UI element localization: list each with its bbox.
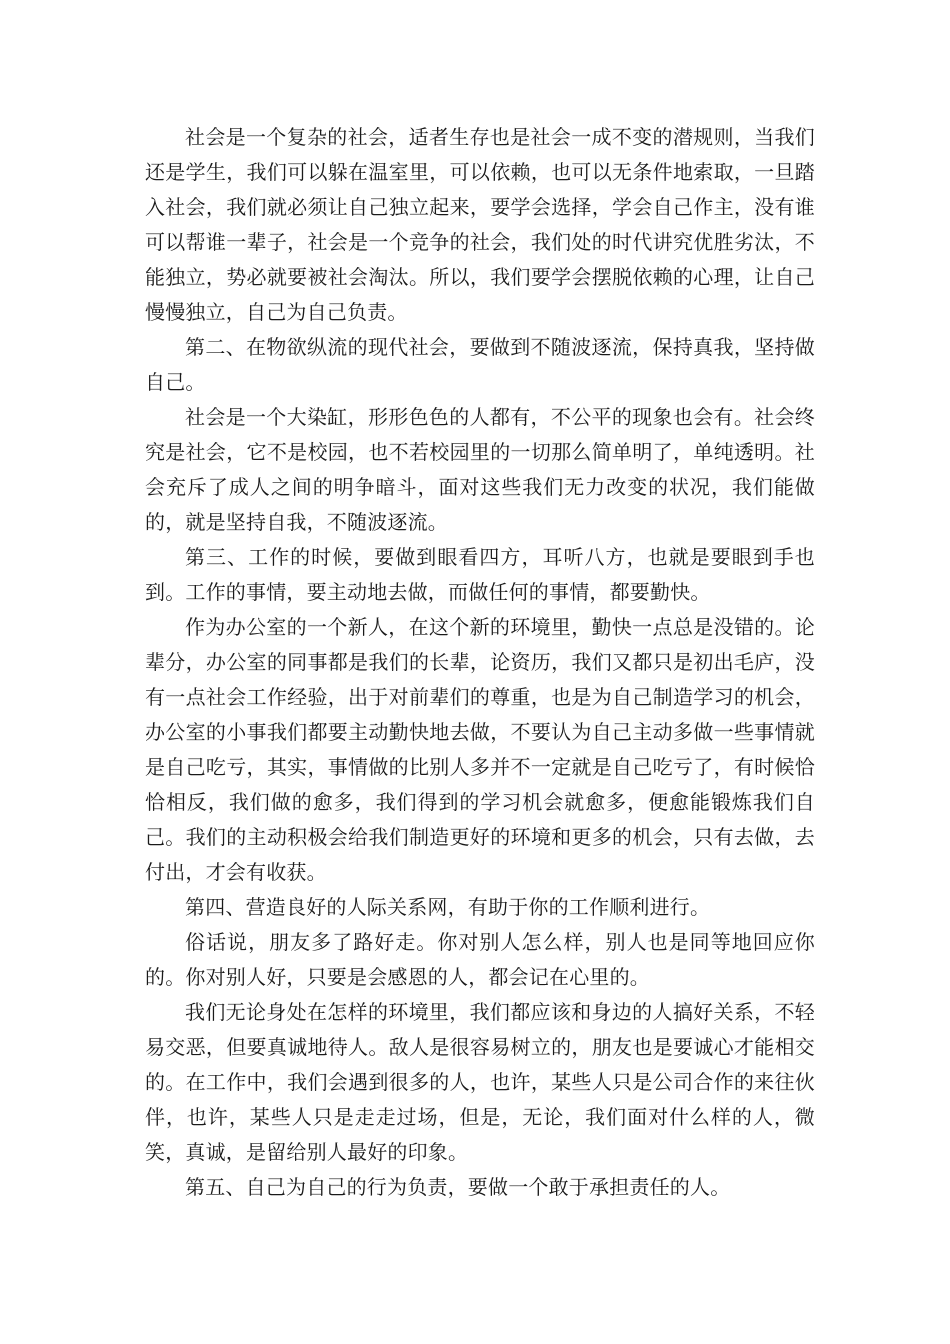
heading-point-five: 第五、自己为自己的行为负责，要做一个敢于承担责任的人。 [185, 1175, 731, 1199]
paragraph-independence: 社会是一个复杂的社会，适者生存也是社会一成不变的潜规则，当我们还是学生，我们可以躲在温室里，可以依赖，也可以无条件地索取，一旦踏入社会，我们就必须让自己独立起来，要学会选择，学会自己作主，没有谁可以帮谁一辈子，社会是一个竞争的社会，我们处的时代讲究优胜劣汰，不能独立，势必就要被社会淘汰。所以，我们要学会摆脱依赖的心理，让自己慢慢独立，自己为自己负责。 [145, 125, 815, 324]
paragraph-relationships: 我们无论身处在怎样的环境里，我们都应该和身边的人搞好关系，不轻易交恶，但要真诚地待人。敌人是很容易树立的，朋友也是要诚心才能相交的。在工作中，我们会遇到很多的人，也许，某些人只是公司合作的来往伙伴，也许，某些人只是走走过场，但是，无论，我们面对什么样的人，微笑，真诚，是留给别人最好的印象。 [145, 1000, 815, 1164]
paragraph-society-dye-vat: 社会是一个大染缸，形形色色的人都有，不公平的现象也会有。社会终究是社会，它不是校园，也不若校园里的一切那么简单明了，单纯透明。社会充斥了成人之间的明争暗斗，面对这些我们无力改变的状况，我们能做的，就是坚持自我，不随波逐流。 [145, 405, 815, 534]
heading-point-three: 第三、工作的时候，要做到眼看四方，耳听八方，也就是要眼到手也到。工作的事情，要主动地去做，而做任何的事情，都要勤快。 [145, 545, 815, 604]
paragraph-office-newcomer: 作为办公室的一个新人，在这个新的环境里，勤快一点总是没错的。论辈分，办公室的同事都是我们的长辈，论资历，我们又都只是初出毛庐，没有一点社会工作经验，出于对前辈们的尊重，也是为自己制造学习的机会，办公室的小事我们都要主动勤快地去做，不要认为自己主动多做一些事情就是自己吃亏，其实，事情做的比别人多并不一定就是自己吃亏了，有时候恰恰相反，我们做的愈多，我们得到的学习机会就愈多，便愈能锻炼我们自己。我们的主动积极会给我们制造更好的环境和更多的机会，只有去做，去付出，才会有收获。 [145, 615, 815, 884]
heading-point-two: 第二、在物欲纵流的现代社会，要做到不随波逐流，保持真我，坚持做自己。 [145, 335, 815, 394]
heading-point-four: 第四、营造良好的人际关系网，有助于你的工作顺利进行。 [185, 895, 711, 919]
document-page [145, 120, 815, 1205]
paragraph-proverb-friends: 俗话说，朋友多了路好走。你对别人怎么样，别人也是同等地回应你的。你对别人好，只要是会感恩的人，都会记在心里的。 [145, 930, 815, 989]
